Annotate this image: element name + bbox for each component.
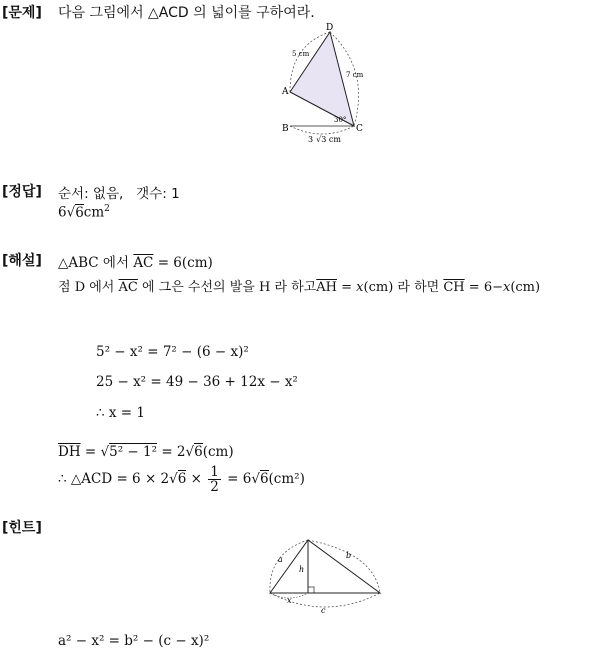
answer-label: [정답] xyxy=(2,184,42,200)
problem-label: [문제] xyxy=(2,5,42,21)
hint-figure xyxy=(262,535,387,615)
vertex-a: A xyxy=(282,87,289,97)
hint-label-x: x xyxy=(287,596,292,605)
vertex-c: C xyxy=(356,124,363,134)
dashed-arc-bc xyxy=(290,126,354,134)
hint-label-b: b xyxy=(346,551,352,560)
hint-label-c: c xyxy=(321,606,326,615)
label-dc: 7 cm xyxy=(346,71,364,79)
hint-triangle xyxy=(270,540,380,593)
solution-line2: 점 D 에서 $\overline{AC}$ 에 그은 수선의 발을 H 라 하고$\overline{AH} = x(cm)$ 라 하면 $\overline{CH} = 6-x(cm)$ xyxy=(58,280,541,295)
hint-label: [힌트] xyxy=(2,520,42,536)
hint-label-h: h xyxy=(299,565,305,574)
triangle-figure xyxy=(270,20,380,150)
answer-order: 순서: 없음, xyxy=(58,186,124,202)
label-bc: 3 √3 cm xyxy=(308,135,341,144)
hint-label-a: a xyxy=(278,555,283,564)
answer-value: $6√6cm^2$ xyxy=(58,204,110,221)
vertex-d: D xyxy=(326,23,334,33)
equation-3: ∴ x = 1 xyxy=(96,405,145,421)
area-equation: ∴ △ACD = 6 × 2√6 × $\frac{1}{2}$ = 6√6(cm²) xyxy=(58,464,305,495)
dh-equation: $\overline{DH} = √5^2 - 1^2 = 2√6(cm)$ xyxy=(58,444,234,460)
label-angle: 30° xyxy=(334,116,347,124)
vertex-b: B xyxy=(282,124,289,134)
hint-formula: a² − x² = b² − (c − x)² xyxy=(58,633,210,649)
answer-meta xyxy=(58,182,180,202)
triangle-acd xyxy=(290,32,354,126)
label-ad: 5 cm xyxy=(292,50,310,58)
solution-line1: △ABC 에서 $\overline{AC} = 6(cm)$ xyxy=(58,255,213,271)
equation-1: 5² − x² = 7² − (6 − x)² xyxy=(96,344,249,360)
right-angle-mark xyxy=(308,587,314,593)
problem-text: 다음 그림에서 △ACD 의 넓이를 구하여라. xyxy=(58,5,315,21)
equation-2: 25 − x² = 49 − 36 + 12x − x² xyxy=(96,374,298,390)
answer-count: 갯수: 1 xyxy=(136,186,180,202)
solution-label: [해설] xyxy=(2,253,42,269)
